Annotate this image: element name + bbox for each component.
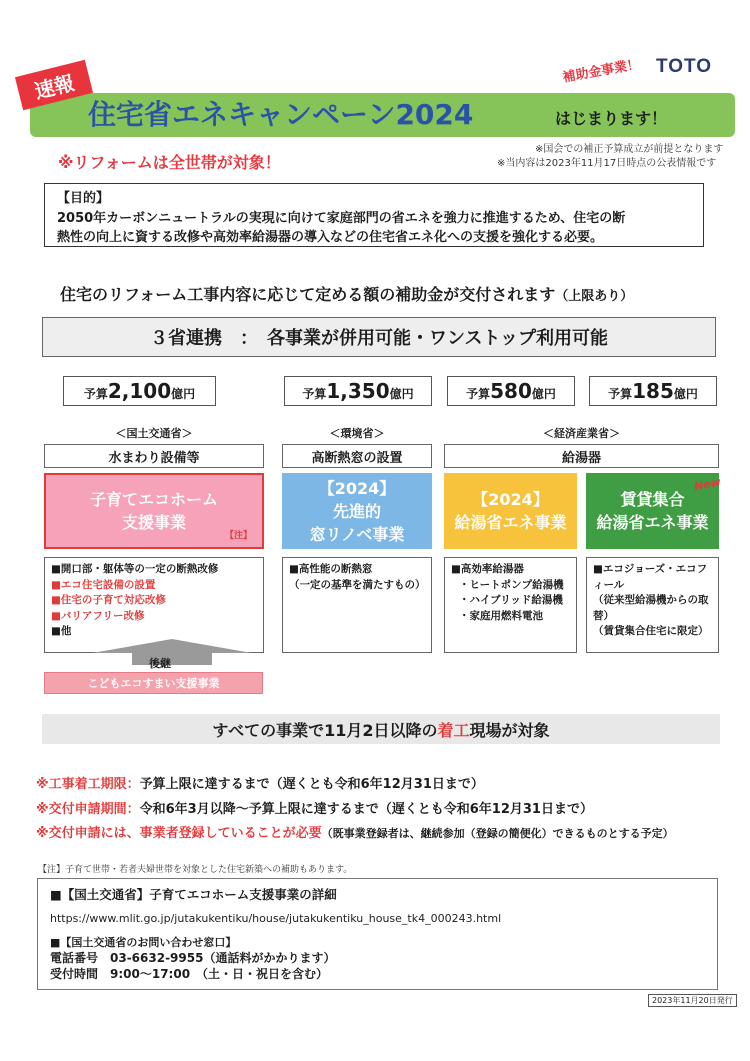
detail-item: ■高性能の断熱窓 <box>289 563 373 575</box>
predecessor-program-bar: こどもエコすまい支援事業 <box>44 672 263 694</box>
detail-item: ・家庭用燃料電池 <box>459 609 543 622</box>
requirement-head: ※交付申請には、事業者登録していることが必要 <box>36 826 322 841</box>
budget-unit: 億円 <box>171 387 196 401</box>
budget-unit: 億円 <box>389 387 414 401</box>
reform-note: ※リフォームは全世帯が対象！ <box>58 153 281 172</box>
requirement-head: ※交付申請期間： <box>36 802 140 817</box>
program-details-2 <box>282 557 432 653</box>
brand-logo: TOTO <box>656 56 713 77</box>
program-line: 窓リノベ事業 <box>309 524 405 544</box>
detail-item: ■住宅の子育て対応改修 <box>51 594 166 606</box>
requirement-construction-deadline <box>36 773 484 792</box>
budget-value: 185 <box>632 379 674 403</box>
title-suffix: はじまります！ <box>555 109 668 128</box>
purpose-line: 熱性の向上に資する改修や高効率給湯器の導入などの住宅省エネ化への支援を強化する必要。 <box>57 230 604 245</box>
program-note-tag: 【注】 <box>225 531 253 541</box>
budget-unit: 億円 <box>673 387 698 401</box>
lead-text <box>60 282 633 305</box>
budget-box <box>447 376 575 406</box>
program-details-3 <box>444 557 577 653</box>
purpose-line: 2050年カーボンニュートラルの実現に向けて家庭部門の省エネを強力に推進するため、住宅の断 <box>57 211 626 226</box>
eligibility-band <box>42 714 720 744</box>
requirement-body: 令和6年3月以降～予算上限に達するまで（遅くとも令和6年12月31日まで） <box>139 802 593 817</box>
budget-unit: 億円 <box>531 387 556 401</box>
detail-item: ・ヒートポンプ給湯機 <box>459 578 564 591</box>
budget-value: 1,350 <box>326 379 390 403</box>
detail-item: ■開口部・躯体等の一定の断熱改修 <box>51 563 219 575</box>
purpose-box <box>44 183 704 247</box>
category-water: 水まわり設備等 <box>44 444 264 468</box>
detail-item: ・ハイブリッド給湯機 <box>459 594 563 606</box>
lead-note: （上限あり） <box>555 289 634 304</box>
info-title: ■【国土交通省】子育てエコホーム支援事業の詳細 <box>50 887 337 902</box>
purpose-title: 【目的】 <box>57 191 110 206</box>
program-water-heater <box>444 473 577 549</box>
requirement-application-period <box>36 798 593 817</box>
collaboration-bar: ３省連携 ： 各事業が併用可能・ワンストップ利用可能 <box>42 317 716 357</box>
info-box <box>37 878 718 990</box>
budget-label: 予算 <box>466 387 491 401</box>
detail-item: ■バリアフリー改修 <box>51 609 145 622</box>
program-line: 賃貸集合 <box>620 490 685 509</box>
eligibility-text: 現場が対象 <box>469 720 550 740</box>
requirement-body: （既事業登録者は、継続参加（登録の簡便化）できるものとする予定） <box>321 827 674 840</box>
requirement-registration <box>36 822 674 841</box>
budget-value: 2,100 <box>107 379 172 403</box>
program-details-4 <box>586 557 719 653</box>
subsidy-tag: 補助金事業！ <box>561 57 642 86</box>
page-title: 住宅省エネキャンペーン2024 <box>88 98 474 131</box>
program-line: 給湯省エネ事業 <box>454 513 567 532</box>
ministry-mlit: ＜国土交通省＞ <box>115 427 193 440</box>
program-line: 【2024】 <box>318 478 396 498</box>
purpose-body <box>57 209 691 247</box>
budget-value: 580 <box>490 379 532 403</box>
program-line: 支援事業 <box>121 513 186 532</box>
info-url-link[interactable]: https://www.mlit.go.jp/jutakukentiku/house/jutakukentiku_house_tk4_000243.html <box>50 912 502 925</box>
detail-item: （賃貸集合住宅に限定） <box>593 625 709 637</box>
program-line: 【2024】 <box>472 490 549 509</box>
program-window-renovation <box>282 473 432 549</box>
program-line: 先進的 <box>332 501 381 521</box>
contact-hours: 受付時間 9:00～17:00 （土・日・祝日を含む） <box>50 967 329 981</box>
budget-label: 予算 <box>302 387 327 401</box>
contact-title: ■【国土交通省のお問い合わせ窓口】 <box>50 936 237 949</box>
requirement-head: ※工事着工期限： <box>36 777 140 792</box>
lead-main: 住宅のリフォーム工事内容に応じて定める額の補助金が交付されます <box>60 285 556 304</box>
detail-item: ■他 <box>51 625 72 637</box>
budget-label: 予算 <box>608 387 633 401</box>
eligibility-text: すべての事業で11月2日以降の <box>212 720 438 740</box>
category-window: 高断熱窓の設置 <box>282 444 432 468</box>
budget-note: ※国会での補正予算成立が前提となります <box>535 144 724 155</box>
budget-label: 予算 <box>83 387 108 401</box>
category-water-heater: 給湯器 <box>444 444 719 468</box>
contact-phone: 電話番号 03-6632-9955（通話料がかかります） <box>50 951 336 965</box>
budget-box <box>63 376 216 406</box>
eligibility-highlight: 工 <box>453 720 470 740</box>
detail-item: ■高効率給湯器 <box>451 563 524 575</box>
budget-box <box>284 376 432 406</box>
ministry-meti: ＜経済産業省＞ <box>543 427 620 440</box>
date-note: ※当内容は2023年11月17日時点の公表情報です <box>497 158 717 169</box>
program-line: 給湯省エネ事業 <box>596 513 709 532</box>
successor-label: 後継 <box>149 657 171 670</box>
program-line: 子育てエコホーム <box>89 490 218 509</box>
detail-item: （従来型給湯機からの取替） <box>593 594 709 622</box>
issued-date: 2023年11月20日発行 <box>648 994 737 1007</box>
detail-item: （一定の基準を満たすもの） <box>289 578 426 591</box>
footnote: 【注】子育て世帯・若者夫婦世帯を対象とした住宅新築への補助もあります。 <box>38 865 353 875</box>
detail-item: ■エコジョーズ・エコフィール <box>593 563 708 591</box>
budget-box <box>589 376 717 406</box>
new-badge: New <box>692 475 722 494</box>
requirement-body: 予算上限に達するまで（遅くとも令和6年12月31日まで） <box>139 777 484 792</box>
eligibility-highlight: 着 <box>437 720 454 740</box>
ministry-env: ＜環境省＞ <box>329 427 385 440</box>
breaking-news-badge: 速報 <box>15 60 93 110</box>
detail-item: ■エコ住宅設備の設置 <box>51 578 156 591</box>
